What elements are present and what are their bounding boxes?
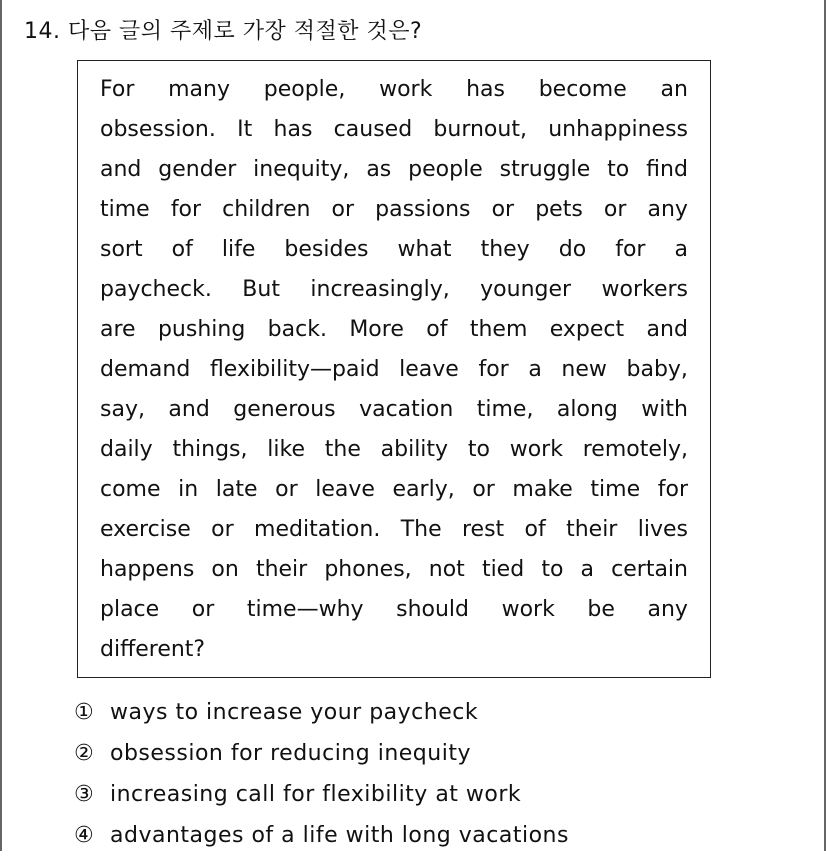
passage-word: any <box>647 197 688 222</box>
passage-word: or <box>275 477 298 502</box>
passage-word: lives <box>637 517 688 542</box>
question-title: 14. 다음 글의 주제로 가장 적절한 것은? <box>24 19 423 44</box>
passage-word: expect <box>549 317 625 342</box>
passage-word: things, <box>172 437 248 462</box>
passage-line <box>100 633 688 673</box>
passage-line <box>100 273 688 313</box>
passage-word: should <box>396 597 470 622</box>
passage-word: More <box>349 317 404 342</box>
passage-word: to <box>467 437 490 462</box>
option-1[interactable] <box>74 696 569 737</box>
passage-word: make <box>512 477 573 502</box>
option-number: ① <box>74 700 95 725</box>
passage-word: become <box>538 77 627 102</box>
passage-word: of <box>524 517 546 542</box>
passage-word: work <box>509 437 563 462</box>
passage-word: workers <box>601 277 688 302</box>
passage-word: an <box>660 77 688 102</box>
passage-word: their <box>255 557 308 582</box>
passage-word: unhappiness <box>548 117 688 142</box>
passage-word: time <box>100 197 150 222</box>
passage-word: or <box>331 197 355 222</box>
passage-word: daily <box>100 437 153 462</box>
passage-word: to <box>607 157 630 182</box>
passage-word: time, <box>476 397 534 422</box>
passage-line <box>100 513 688 553</box>
passage-word: like <box>267 437 305 462</box>
passage-word: a <box>674 237 688 262</box>
passage-word: to <box>541 557 564 582</box>
passage-line <box>100 473 688 513</box>
passage-word: the <box>324 437 361 462</box>
passage-word: of <box>171 237 193 262</box>
passage-word: new <box>561 357 607 382</box>
passage-word: place <box>100 597 160 622</box>
passage-word: caused <box>333 117 413 142</box>
passage-word: phones, <box>324 557 412 582</box>
passage-word: paycheck. <box>100 277 212 302</box>
option-number: ② <box>74 741 95 766</box>
passage-word: ability <box>380 437 449 462</box>
passage-word: rest <box>461 517 505 542</box>
passage-word: in <box>178 477 199 502</box>
passage-word: people, <box>263 77 346 102</box>
passage-word: leave <box>399 357 459 382</box>
passage-word: certain <box>611 557 688 582</box>
passage-word: time <box>590 477 641 502</box>
option-4[interactable] <box>74 819 569 860</box>
passage-word: vacation <box>359 397 454 422</box>
passage-word: say, <box>100 397 145 422</box>
option-3[interactable] <box>74 778 569 819</box>
passage-word: what <box>397 237 452 262</box>
passage-line <box>100 433 688 473</box>
passage-word: different? <box>100 637 206 662</box>
passage-word: as <box>366 157 392 182</box>
passage-word: people <box>408 157 483 182</box>
passage-word: for <box>657 477 688 502</box>
passage-word: life <box>221 237 256 262</box>
passage-word: along <box>556 397 618 422</box>
passage-word: work <box>379 77 433 102</box>
passage-word: It <box>237 117 253 142</box>
passage-word: and <box>168 397 210 422</box>
passage-word: find <box>646 157 688 182</box>
passage-word: obsession. <box>100 117 216 142</box>
passage-line <box>100 353 688 393</box>
passage-word: early, <box>392 477 455 502</box>
passage-word: work <box>501 597 555 622</box>
passage-word: come <box>100 477 161 502</box>
passage-word: and <box>100 157 142 182</box>
passage-word: baby, <box>626 357 688 382</box>
passage-word: leave <box>315 477 375 502</box>
passage-word: for <box>615 237 646 262</box>
option-text: increasing call for flexibility at work <box>110 782 522 807</box>
passage-line <box>100 113 688 153</box>
passage-word: and <box>646 317 688 342</box>
passage-word: back. <box>267 317 327 342</box>
passage-word: for <box>170 197 202 222</box>
passage-word: or <box>211 517 234 542</box>
passage-word: are <box>100 317 136 342</box>
passage-word: many <box>168 77 230 102</box>
passage-word: tied <box>481 557 525 582</box>
passage-word: happens <box>100 557 195 582</box>
passage-word: generous <box>233 397 336 422</box>
passage-word: passions <box>375 197 471 222</box>
passage-line <box>100 233 688 273</box>
option-number: ③ <box>74 782 95 807</box>
passage-word: burnout, <box>433 117 527 142</box>
passage-word: The <box>400 517 442 542</box>
passage-line <box>100 393 688 433</box>
passage-word: For <box>100 77 135 102</box>
passage-word: besides <box>284 237 369 262</box>
passage-word: on <box>211 557 239 582</box>
passage-word: gender <box>158 157 237 182</box>
passage-word: struggle <box>499 157 591 182</box>
option-text: obsession for reducing inequity <box>110 741 471 766</box>
passage-word: pushing <box>157 317 246 342</box>
passage-word: But <box>242 277 280 302</box>
passage-word: demand <box>100 357 191 382</box>
option-number: ④ <box>74 823 95 848</box>
passage-word: or <box>472 477 495 502</box>
passage-word: do <box>558 237 587 262</box>
passage-word: a <box>580 557 595 582</box>
passage-line <box>100 73 688 113</box>
option-text: ways to increase your paycheck <box>110 700 479 725</box>
passage-word: children <box>222 197 311 222</box>
passage-box <box>77 60 711 678</box>
passage-word: not <box>428 557 465 582</box>
passage-word: any <box>647 597 688 622</box>
passage-text <box>100 73 688 673</box>
option-2[interactable] <box>74 737 569 778</box>
passage-word: or <box>491 197 515 222</box>
passage-word: time—why <box>246 597 364 622</box>
passage-word: or <box>191 597 215 622</box>
passage-line <box>100 593 688 633</box>
passage-line <box>100 553 688 593</box>
passage-word: has <box>273 117 313 142</box>
passage-word: of <box>426 317 448 342</box>
passage-word: meditation. <box>254 517 381 542</box>
answer-options <box>74 696 569 860</box>
passage-word: flexibility—paid <box>209 357 380 382</box>
passage-word: for <box>478 357 509 382</box>
passage-word: younger <box>480 277 572 302</box>
passage-word: they <box>480 237 530 262</box>
passage-line <box>100 313 688 353</box>
passage-word: increasingly, <box>310 277 450 302</box>
passage-word: them <box>469 317 528 342</box>
passage-word: their <box>566 517 618 542</box>
passage-line <box>100 153 688 193</box>
passage-word: be <box>587 597 615 622</box>
passage-word: or <box>603 197 627 222</box>
passage-word: has <box>466 77 505 102</box>
passage-word: with <box>641 397 688 422</box>
passage-word: pets <box>535 197 583 222</box>
passage-word: late <box>215 477 258 502</box>
passage-line <box>100 193 688 233</box>
passage-word: inequity, <box>253 157 350 182</box>
passage-word: sort <box>100 237 143 262</box>
passage-word: exercise <box>100 517 191 542</box>
passage-word: a <box>528 357 542 382</box>
passage-word: remotely, <box>582 437 688 462</box>
option-text: advantages of a life with long vacations <box>110 823 569 848</box>
